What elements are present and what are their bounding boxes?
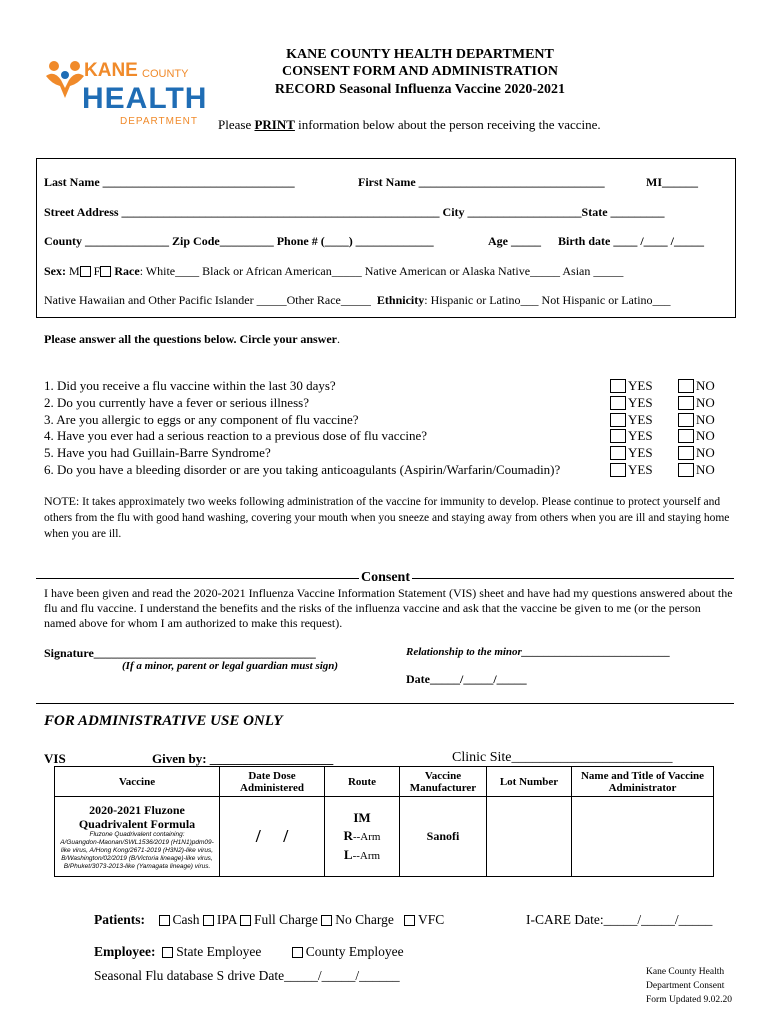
- question-1-yes-checkbox[interactable]: [610, 379, 626, 393]
- clinic-site-field[interactable]: Clinic Site_______________________: [452, 750, 673, 765]
- logo-kane: KANE: [84, 60, 138, 81]
- vaccine-cell: [55, 797, 220, 877]
- question-4: 4. Have you ever had a serious reaction to a previous dose of flu vaccine?: [44, 428, 427, 444]
- route-cell[interactable]: [325, 797, 400, 877]
- sex-m-checkbox[interactable]: [80, 266, 91, 277]
- first-name-field[interactable]: First Name _______________________________: [358, 175, 605, 189]
- question-6-yes-label: YES: [628, 462, 653, 477]
- question-2-yes-label: YES: [628, 394, 653, 410]
- route-l-arm: L--Arm: [343, 846, 381, 862]
- no-charge-checkbox[interactable]: [321, 915, 332, 926]
- vaccine-name: 2020-2021 Fluzone Quadrivalent Formula: [78, 802, 196, 831]
- vis-label: VIS: [44, 751, 66, 766]
- col-date-dose: Date Dose Administered: [220, 767, 325, 797]
- question-2: 2. Do you currently have a fever or serious illness?: [44, 394, 309, 410]
- vaccine-contains: Fluzone Quadrivalent containing:: [89, 830, 185, 838]
- county-zip-phone-field[interactable]: County ______________ Zip Code_________ Phone # (____) _____________: [44, 234, 434, 248]
- administration-table: [54, 766, 714, 877]
- col-manufacturer: Vaccine Manufacturer: [400, 767, 487, 797]
- patients-row: Patients: Cash IPA Full Charge No Charge VFC: [94, 912, 445, 927]
- question-4-yes-checkbox[interactable]: [610, 429, 626, 443]
- header-title-2: CONSENT FORM AND ADMINISTRATION: [281, 64, 558, 79]
- consent-date-field[interactable]: Date_____/_____/_____: [406, 672, 527, 686]
- question-4-yes-label: YES: [628, 428, 653, 444]
- question-3-yes-label: YES: [628, 411, 653, 427]
- question-5-no-label: NO: [696, 445, 715, 461]
- col-route: Route: [325, 767, 400, 797]
- question-2-no-label: NO: [696, 394, 715, 410]
- icare-date-field[interactable]: I-CARE Date:_____/_____/_____: [526, 912, 713, 927]
- logo-health: HEALTH: [82, 82, 208, 115]
- consent-paragraph: I have been given and read the 2020-2021 Influenza Vaccine Information Statement (VIS) sheet and have had my questions answered about the flu and flu vaccine. I understand the benefits and the risks of the influenza vaccine and ask that the vaccine be given to me (or the person named above for whom I am authorized to make this request).: [44, 586, 733, 630]
- question-4-no-checkbox[interactable]: [678, 429, 694, 443]
- note-paragraph: NOTE: It takes approximately two weeks following administration of the vaccine for immunity to develop. Please continue to protect yourself and others from the flu with good hand washing, covering your mouth when you sneeze and staying away from others when you are ill and staying home when you are ill.: [44, 494, 730, 540]
- header-title-3: RECORD Seasonal Influenza Vaccine 2020-2021: [274, 82, 566, 97]
- sex-f-checkbox[interactable]: [100, 266, 111, 277]
- minor-note: (If a minor, parent or legal guardian must sign): [122, 660, 339, 672]
- col-administrator: Name and Title of Vaccine Administrator: [572, 767, 714, 797]
- street-address-field[interactable]: Street Address _____________________________________________________ City ___________________State _________: [44, 205, 665, 219]
- vfc-checkbox[interactable]: [404, 915, 415, 926]
- question-3-no-label: NO: [696, 411, 715, 427]
- ipa-checkbox[interactable]: [203, 915, 214, 926]
- county-employee-checkbox[interactable]: [292, 947, 303, 958]
- last-name-field[interactable]: Last Name ________________________________: [44, 175, 295, 189]
- sex-race-row: Sex: M F Race: White____ Black or African American_____ Native American or Alaska Native_____ Asian _____: [44, 264, 624, 278]
- question-3: 3. Are you allergic to eggs or any component of flu vaccine?: [44, 411, 359, 427]
- question-3-no-checkbox[interactable]: [678, 413, 694, 427]
- database-date-field[interactable]: Seasonal Flu database S drive Date_____/_____/______: [94, 968, 400, 983]
- question-1-yes-label: YES: [628, 378, 653, 393]
- mi-field[interactable]: MI______: [646, 175, 698, 189]
- vaccine-strains: A/Guangdon-Maonan/SWL1536/2019 (H1N1)pdm09-like virus, A/Hong Kong/2671-2019 (H3N2)-like virus, B/Washington/02/2019 (B/Victoria lineage)-like virus, B/Phuket/3073-2013-like (Yamagata lineage) virus.: [60, 838, 214, 870]
- admin-title: FOR ADMINISTRATIVE USE ONLY: [44, 713, 283, 729]
- given-by-field[interactable]: Given by: ___________________: [152, 751, 334, 766]
- signature-field[interactable]: Signature_____________________________________: [44, 646, 316, 660]
- col-lot: Lot Number: [487, 767, 572, 797]
- question-6: 6. Do you have a bleeding disorder or are you taking anticoagulants (Aspirin/Warfarin/Coumadin)?: [44, 462, 561, 477]
- manufacturer-cell: Sanofi: [400, 797, 487, 877]
- question-1-no-checkbox[interactable]: [678, 379, 694, 393]
- question-6-yes-checkbox[interactable]: [610, 463, 626, 477]
- relationship-field[interactable]: Relationship to the minor___________________________: [406, 646, 671, 658]
- header-title-1: KANE COUNTY HEALTH DEPARTMENT: [286, 47, 554, 62]
- birth-date-field[interactable]: Birth date ____ /____ /_____: [558, 234, 704, 248]
- footer-line-1: Kane County Health: [646, 967, 725, 977]
- question-4-no-label: NO: [696, 428, 715, 444]
- full-charge-checkbox[interactable]: [240, 915, 251, 926]
- question-5: 5. Have you had Guillain-Barre Syndrome?: [44, 445, 271, 461]
- family-logo-icon: [44, 58, 86, 100]
- consent-bottom-divider: [36, 703, 734, 704]
- question-3-yes-checkbox[interactable]: [610, 413, 626, 427]
- logo-department: DEPARTMENT: [120, 116, 198, 127]
- question-5-no-checkbox[interactable]: [678, 446, 694, 460]
- question-2-no-checkbox[interactable]: [678, 396, 694, 410]
- state-employee-checkbox[interactable]: [162, 947, 173, 958]
- question-6-no-label: NO: [696, 462, 715, 477]
- question-2-yes-checkbox[interactable]: [610, 396, 626, 410]
- question-5-yes-checkbox[interactable]: [610, 446, 626, 460]
- administrator-cell[interactable]: [572, 797, 714, 877]
- footer-line-3: Form Updated 9.02.20: [646, 995, 733, 1005]
- question-1-no-label: NO: [696, 378, 715, 393]
- route-im: IM: [353, 809, 371, 825]
- header-instruction: Please PRINT information below about the person receiving the vaccine.: [218, 117, 601, 132]
- date-slashes: / /: [255, 826, 289, 846]
- route-r-arm: R--Arm: [343, 827, 381, 843]
- race-ethnicity-row: Native Hawaiian and Other Pacific Islander _____Other Race_____ Ethnicity: Hispanic or Latino___ Not Hispanic or Latino___: [44, 293, 671, 307]
- question-6-no-checkbox[interactable]: [678, 463, 694, 477]
- col-vaccine: Vaccine: [55, 767, 220, 797]
- logo: [44, 56, 208, 130]
- date-dose-cell[interactable]: [220, 797, 325, 877]
- questions-intro: Please answer all the questions below. Circle your answer.: [44, 332, 340, 346]
- question-1: 1. Did you receive a flu vaccine within the last 30 days?: [44, 378, 336, 393]
- age-field[interactable]: Age _____: [488, 234, 541, 248]
- question-5-yes-label: YES: [628, 445, 653, 461]
- logo-county: COUNTY: [142, 68, 189, 80]
- footer-line-2: Department Consent: [646, 981, 725, 991]
- consent-title: Consent: [361, 570, 411, 585]
- lot-number-cell[interactable]: [487, 797, 572, 877]
- cash-checkbox[interactable]: [159, 915, 170, 926]
- employee-row: Employee: State Employee County Employee: [94, 944, 404, 959]
